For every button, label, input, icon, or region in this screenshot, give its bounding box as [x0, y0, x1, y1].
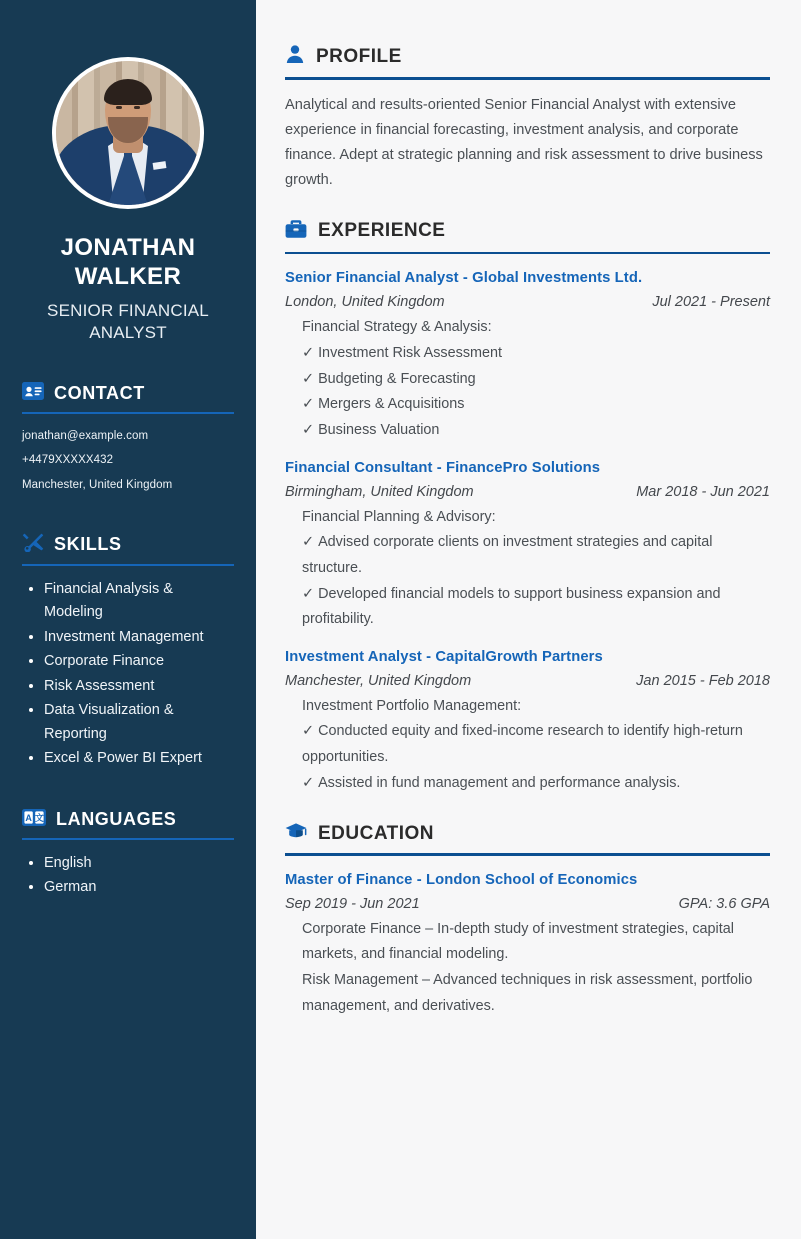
education-heading-row: [285, 822, 770, 845]
id-card-icon: [22, 382, 44, 405]
experience-entry-location: London, United Kingdom: [285, 294, 445, 311]
experience-entry-lead: Financial Strategy & Analysis:: [302, 319, 492, 336]
briefcase-icon: [285, 219, 307, 244]
education-entry-dates: Sep 2019 - Jun 2021: [285, 895, 420, 912]
experience-entry-bullet: [302, 367, 770, 393]
contact-heading-row: [22, 382, 234, 405]
experience-entry-lead: Financial Planning & Advisory:: [302, 508, 496, 525]
languages-divider: [22, 838, 234, 840]
profile-divider: [285, 77, 770, 80]
experience-heading-label: EXPERIENCE: [318, 220, 446, 242]
profile-section: [285, 44, 770, 193]
graduation-cap-icon: [285, 822, 307, 845]
experience-entry-location: Manchester, United Kingdom: [285, 672, 472, 689]
education-divider: [285, 853, 770, 856]
main-content: [256, 0, 801, 1239]
experience-entry-bullet: [302, 582, 770, 633]
experience-entry-meta: [285, 294, 770, 310]
experience-entry-bullet-text: Assisted in fund management and performance analysis.: [318, 774, 681, 791]
education-entry-body: [285, 917, 770, 1020]
experience-entry-dates: Jan 2015 - Feb 2018: [636, 672, 770, 689]
list-item: • Investment Management: [44, 626, 234, 649]
languages-section: [22, 809, 234, 900]
education-section: [285, 822, 770, 1019]
list-item: • Risk Assessment: [44, 675, 234, 698]
education-entry-title: Master of Finance - London School of Economics: [285, 871, 638, 888]
contact-location: Manchester, United Kingdom: [22, 479, 173, 492]
check-icon: ✓: [302, 370, 315, 387]
svg-text:A: A: [25, 812, 32, 823]
check-icon: ✓: [302, 396, 315, 413]
education-entry: [285, 872, 770, 1020]
translate-icon: [22, 809, 46, 831]
experience-entry-bullet: [302, 341, 770, 367]
experience-entry-bullet-text: Conducted equity and fixed-income research to identify high-return opportunities.: [302, 723, 743, 766]
check-icon: ✓: [302, 421, 315, 438]
experience-entry: [285, 270, 770, 443]
candidate-name: JONATHAN WALKER: [60, 234, 196, 291]
list-item: • English: [44, 852, 234, 875]
experience-entry-title: Investment Analyst - CapitalGrowth Partners: [285, 648, 603, 665]
profile-heading-row: [285, 44, 770, 69]
portrait-eye-left: [116, 106, 122, 109]
contact-phone[interactable]: +4479XXXXX432: [22, 454, 114, 467]
tools-icon: [22, 532, 44, 557]
skills-section: [22, 532, 234, 771]
skills-divider: [22, 564, 234, 566]
education-entry-meta: [285, 896, 770, 912]
contact-heading-label: CONTACT: [54, 382, 145, 403]
experience-entry-body: [285, 505, 770, 633]
experience-entry-title: Senior Financial Analyst - Global Investments Ltd.: [285, 270, 643, 287]
list-item: • Financial Analysis & Modeling: [44, 578, 234, 625]
experience-entry-bullet-text: Business Valuation: [318, 421, 440, 438]
contact-list: [22, 428, 234, 494]
portrait-eye-right: [134, 106, 140, 109]
experience-entry-bullet-text: Investment Risk Assessment: [318, 345, 503, 362]
experience-entry-bullet-text: Developed financial models to support business expansion and profitability.: [302, 585, 721, 628]
experience-entry-location: Birmingham, United Kingdom: [285, 483, 474, 500]
experience-entry-title: Financial Consultant - FinancePro Solutions: [285, 459, 601, 476]
experience-entry-bullet-text: Advised corporate clients on investment strategies and capital structure.: [302, 534, 713, 576]
experience-entry-bullet-text: Budgeting & Forecasting: [318, 370, 476, 387]
skills-heading-row: [22, 532, 234, 557]
experience-entry-body: [285, 315, 770, 443]
experience-entry-body: [285, 694, 770, 797]
check-icon: ✓: [302, 585, 315, 602]
education-heading-label: EDUCATION: [318, 822, 435, 844]
experience-entry-bullet-text: Mergers & Acquisitions: [318, 396, 465, 413]
list-item: • Excel & Power BI Expert: [44, 747, 234, 770]
experience-entry: [285, 649, 770, 797]
contact-divider: [22, 412, 234, 414]
sidebar: [0, 0, 256, 1239]
experience-entry-dates: Mar 2018 - Jun 2021: [636, 483, 770, 500]
profile-heading-label: PROFILE: [316, 45, 402, 67]
contact-email[interactable]: jonathan@example.com: [22, 429, 149, 442]
svg-text:文: 文: [34, 812, 44, 823]
education-entry-line: Corporate Finance – In-depth study of investment strategies, capital markets, and financial modeling.: [302, 920, 734, 963]
list-item: • German: [44, 876, 234, 899]
skills-list: [22, 578, 234, 771]
experience-entry-bullet: [302, 418, 770, 444]
check-icon: ✓: [302, 723, 315, 740]
experience-entry-meta: [285, 484, 770, 500]
experience-entry-lead: Investment Portfolio Management:: [302, 697, 522, 714]
experience-entry-bullet: [302, 771, 770, 797]
experience-entry-bullet: [302, 392, 770, 418]
list-item: • Corporate Finance: [44, 650, 234, 673]
candidate-role: SENIOR FINANCIAL ANALYST: [47, 300, 209, 342]
education-entry-gpa: GPA: 3.6 GPA: [678, 895, 770, 912]
experience-divider: [285, 252, 770, 255]
experience-entry-bullet: [302, 530, 770, 581]
avatar: [52, 57, 204, 209]
languages-heading-label: LANGUAGES: [56, 809, 177, 830]
list-item: • Data Visualization & Reporting: [44, 699, 234, 746]
skills-heading-label: SKILLS: [54, 533, 122, 554]
experience-heading-row: [285, 219, 770, 244]
experience-entry-meta: [285, 673, 770, 689]
experience-entry: [285, 460, 770, 633]
contact-section: [22, 382, 234, 494]
education-entry-line: Risk Management – Advanced techniques in risk assessment, portfolio management, and derivatives.: [302, 972, 753, 1014]
check-icon: ✓: [302, 774, 315, 791]
experience-entry-bullet: [302, 719, 770, 770]
languages-list: [22, 852, 234, 900]
experience-section: [285, 219, 770, 796]
profile-summary-text: Analytical and results-oriented Senior Financial Analyst with extensive experience in financial forecasting, investment analysis, and corporate finance. Adept at strategic planning and risk assessment to drive business growth.: [285, 96, 763, 188]
languages-heading-row: [22, 809, 234, 831]
experience-entry-dates: Jul 2021 - Present: [652, 294, 770, 311]
person-icon: [285, 44, 305, 69]
check-icon: ✓: [302, 345, 315, 362]
check-icon: ✓: [302, 534, 315, 551]
